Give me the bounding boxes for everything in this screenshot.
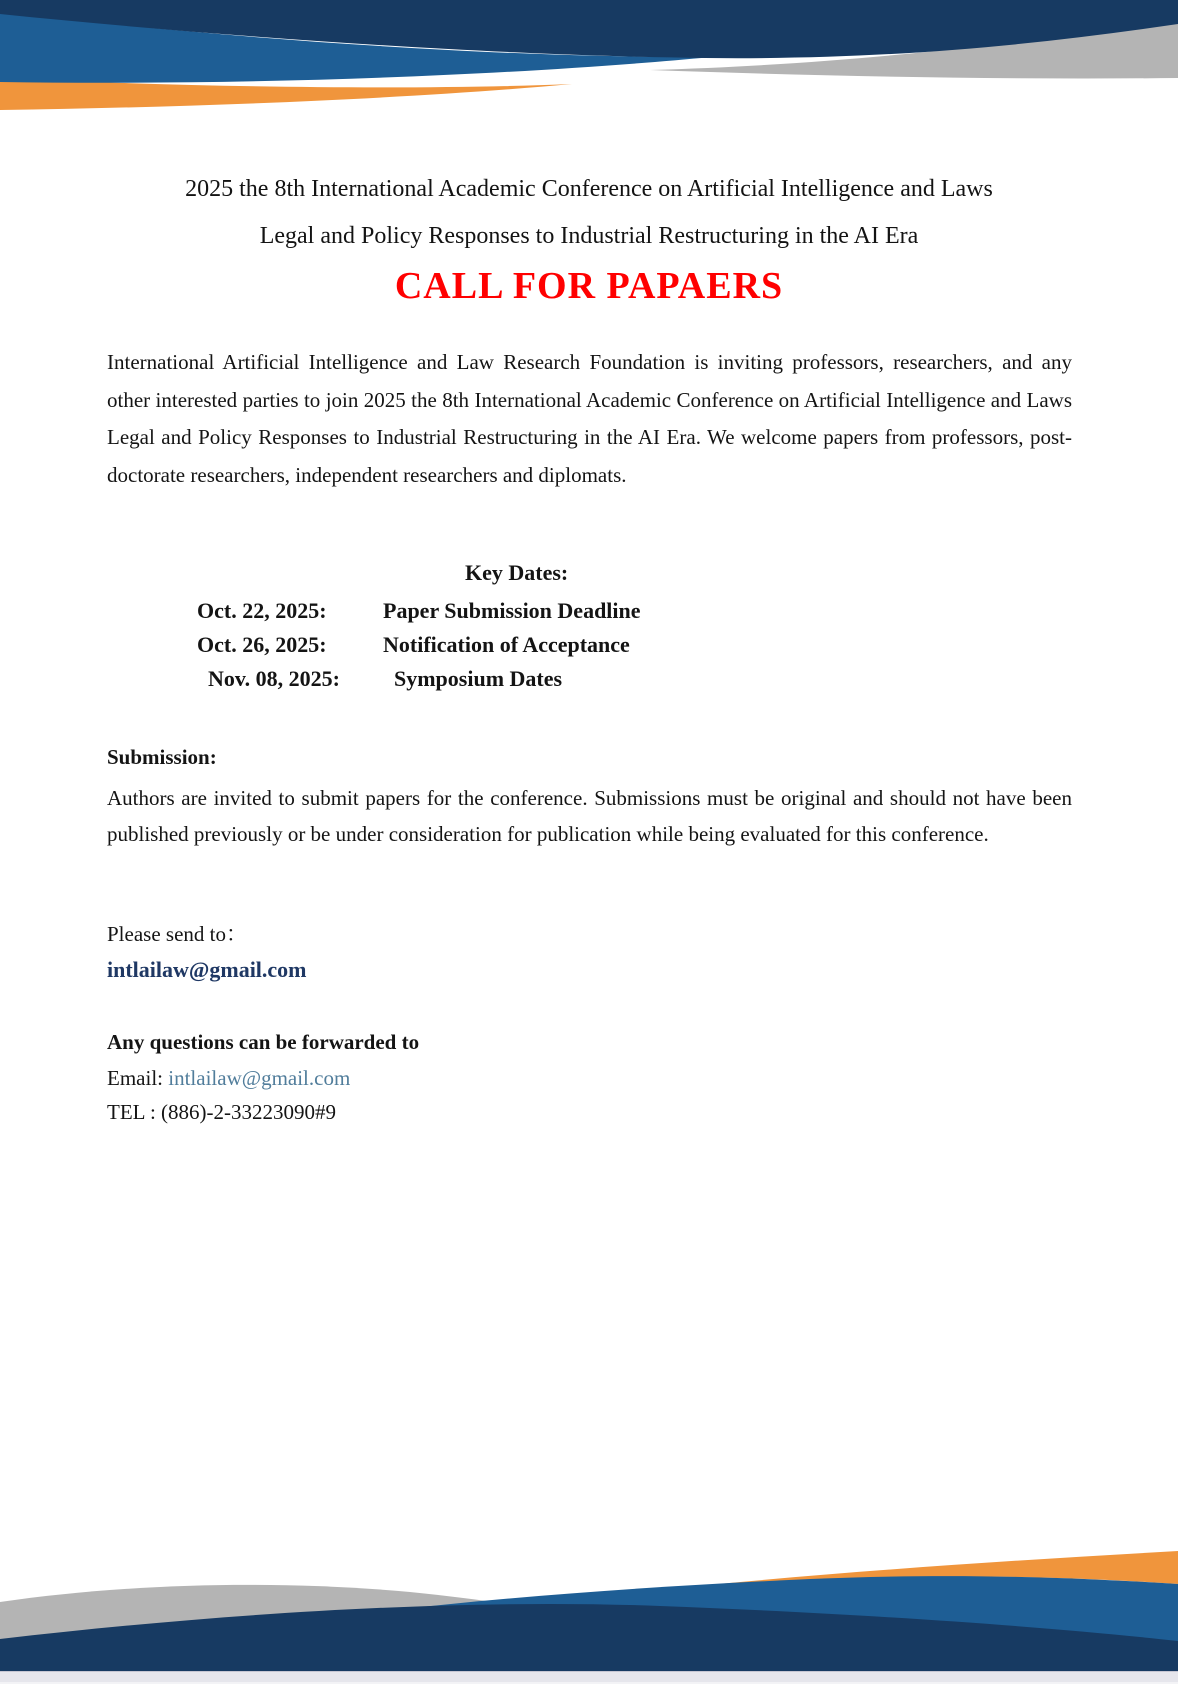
- top-wave-orange: [0, 78, 572, 110]
- key-date-row-notification: [197, 628, 641, 662]
- contact-email-row: [107, 1064, 350, 1092]
- please-send-to-label: Please send to：: [107, 922, 247, 946]
- submission-paragraph: Authors are invited to submit papers for the conference. Submissions must be original and should not have been published previously or be under consideration for publication while being evaluated for this conference.: [107, 786, 1072, 846]
- key-dates-heading: Key Dates:: [465, 560, 569, 585]
- key-date-value: Nov. 08, 2025:: [208, 666, 340, 691]
- contact-tel: TEL : (886)-2-33223090#9: [107, 1100, 337, 1124]
- key-date-label: Paper Submission Deadline: [383, 598, 641, 623]
- intro-paragraph: International Artificial Intelligence and Law Research Foundation is inviting professors, researchers, and any other interested parties to join 2025 the 8th International Academic Conference on Artificial Intelligence and Laws Legal and Policy Responses to Industrial Restructuring in the AI Era. We welcome papers from professors, post-doctorate researchers, independent researchers and diplomats.: [107, 350, 1072, 487]
- key-date-label: Symposium Dates: [394, 666, 563, 691]
- window-bottom-edge: [0, 1671, 1178, 1684]
- bottom-wave-decoration: [0, 1480, 1178, 1684]
- call-for-papers-heading: CALL FOR PAPAERS: [394, 265, 784, 307]
- key-date-value: Oct. 22, 2025:: [197, 598, 327, 623]
- key-date-value: Oct. 26, 2025:: [197, 632, 327, 657]
- key-date-row-symposium: [208, 662, 641, 696]
- conference-title-line2: Legal and Policy Responses to Industrial Restructuring in the AI Era: [259, 223, 919, 249]
- top-wave-decoration: [0, 0, 1178, 145]
- conference-title-line1: 2025 the 8th International Academic Conference on Artificial Intelligence and Laws: [185, 176, 993, 202]
- key-dates-list: [197, 594, 641, 696]
- key-date-row-submission-deadline: [197, 594, 641, 628]
- submission-email-link[interactable]: intlailaw@gmail.com: [107, 957, 307, 982]
- submission-heading: Submission:: [107, 745, 217, 769]
- questions-heading: Any questions can be forwarded to: [107, 1030, 420, 1054]
- contact-email-link[interactable]: intlailaw@gmail.com: [168, 1066, 351, 1090]
- key-date-label: Notification of Acceptance: [383, 632, 630, 657]
- contact-email-label: Email:: [107, 1066, 169, 1090]
